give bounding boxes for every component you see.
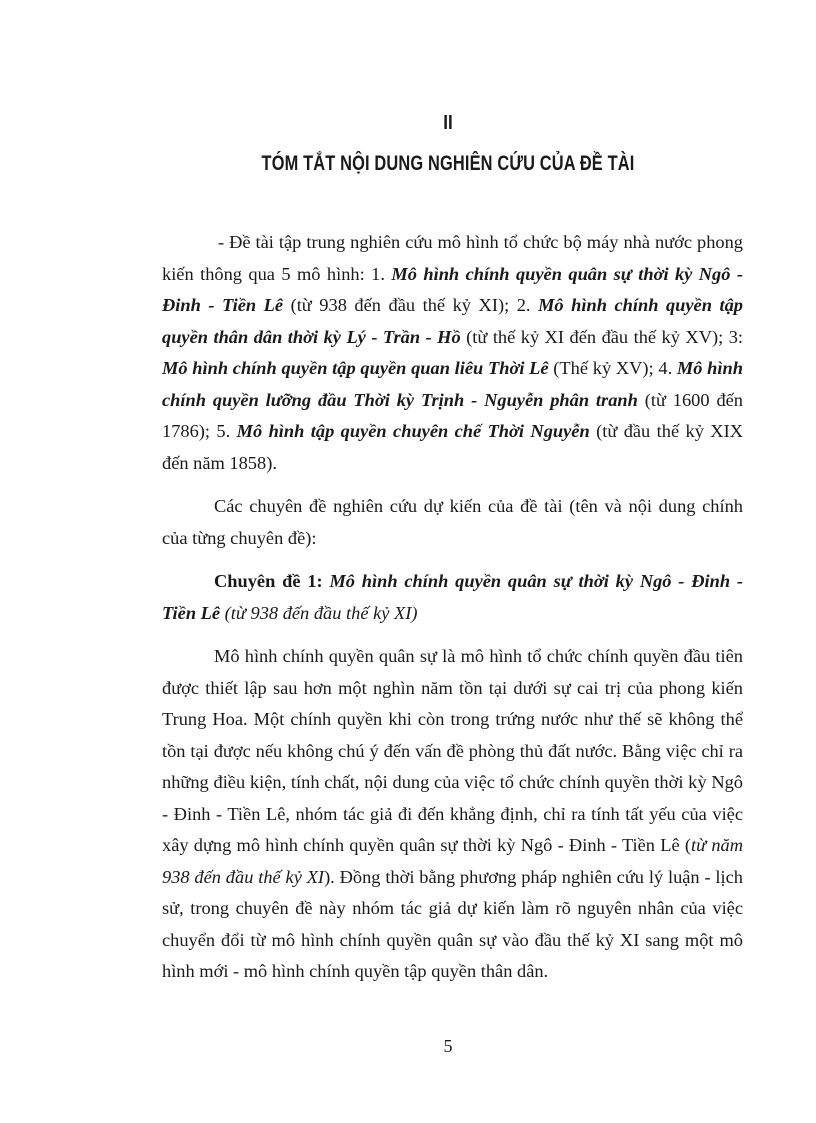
body-text <box>162 227 743 1000</box>
intro-text-1: - Đề tài tập trung nghiên cứu mô hình tổ chức bộ máy nhà nước phong kiến thông qua 5 mô hình: 1. <box>162 232 743 284</box>
model-3-title: Mô hình chính quyền tập quyền quan liêu Thời Lê <box>162 358 549 378</box>
chapter-title: TÓM TẮT NỘI DUNG NGHIÊN CỨU CỦA ĐỀ TÀI <box>261 152 635 175</box>
topic-1-title: Mô hình chính quyền quân sự thời kỳ Ngô - Đinh - Tiền Lê <box>162 571 743 623</box>
intro-text-2: (từ 938 đến đầu thế kỷ XI); 2. <box>283 295 539 315</box>
intro-paragraph <box>162 227 743 479</box>
topics-intro-paragraph: Các chuyên đề nghiên cứu dự kiến của đề tài (tên và nội dung chính của từng chuyên đề): <box>162 496 743 548</box>
model-2-title: Mô hình chính quyền tập quyền thân dân thời kỳ Lý - Trần - Hồ <box>162 295 743 347</box>
intro-text-5: (từ 1600 đến 1786); 5. <box>162 389 743 441</box>
topic-1-italic-period: từ năm 938 đến đầu thế kỷ XI <box>162 835 743 887</box>
page-number: 5 <box>443 1036 453 1056</box>
intro-text-4: (Thế kỷ XV); 4. <box>548 358 677 378</box>
topic-1-period: (từ 938 đến đầu thế kỷ XI) <box>224 602 418 623</box>
topic-1-text-2: ). Đồng thời bằng phương pháp nghiên cứu lý luận - lịch sử, trong chuyên đề này nhóm tác giả dự kiến làm rõ nguyên nhân của việc chuyển đổi từ mô hình chính quyền quân sự vào đầu thế kỷ XI sang một mô hình mới - mô hình chính quyền tập quyền thân dân. <box>162 866 743 981</box>
topic-1-text-1: Mô hình chính quyền quân sự là mô hình tổ chức chính quyền đầu tiên được thiết lập sau hơn một nghìn năm tồn tại dưới sự cai trị của phong kiến Trung Hoa. Một chính quyền khi còn trong trứng nước như thế sẽ không thể tồn tại được nếu không chú ý đến vấn đề phòng thủ đất nước. Bằng việc chỉ ra những điều kiện, tính chất, nội dung của việc tổ chức chính quyền thời kỳ Ngô - Đinh - Tiền Lê, nhóm tác giả đi đến khẳng định, chỉ ra tính tất yếu của việc xây dựng mô hình chính quyền quân sự thời kỳ Ngô - Đinh - Tiền Lê ( <box>162 646 743 855</box>
topic-1-paragraph <box>162 641 743 988</box>
model-4-title: Mô hình chính quyền lưỡng đầu Thời kỳ Trịnh - Nguyễn phân tranh <box>162 358 743 410</box>
model-1-title: Mô hình chính quyền quân sự thời kỳ Ngô - Đinh - Tiền Lê <box>162 263 743 315</box>
intro-text-6: (từ đầu thế kỷ XIX đến năm 1858). <box>162 421 743 473</box>
topic-1-label: Chuyên đề 1: <box>214 571 323 591</box>
chapter-number: II <box>443 112 453 134</box>
intro-text-3: (từ thế kỷ XI đến đầu thế kỷ XV); 3: <box>460 326 744 347</box>
model-5-title: Mô hình tập quyền chuyên chế Thời Nguyễn <box>236 421 590 441</box>
topic-1-heading <box>162 566 743 629</box>
